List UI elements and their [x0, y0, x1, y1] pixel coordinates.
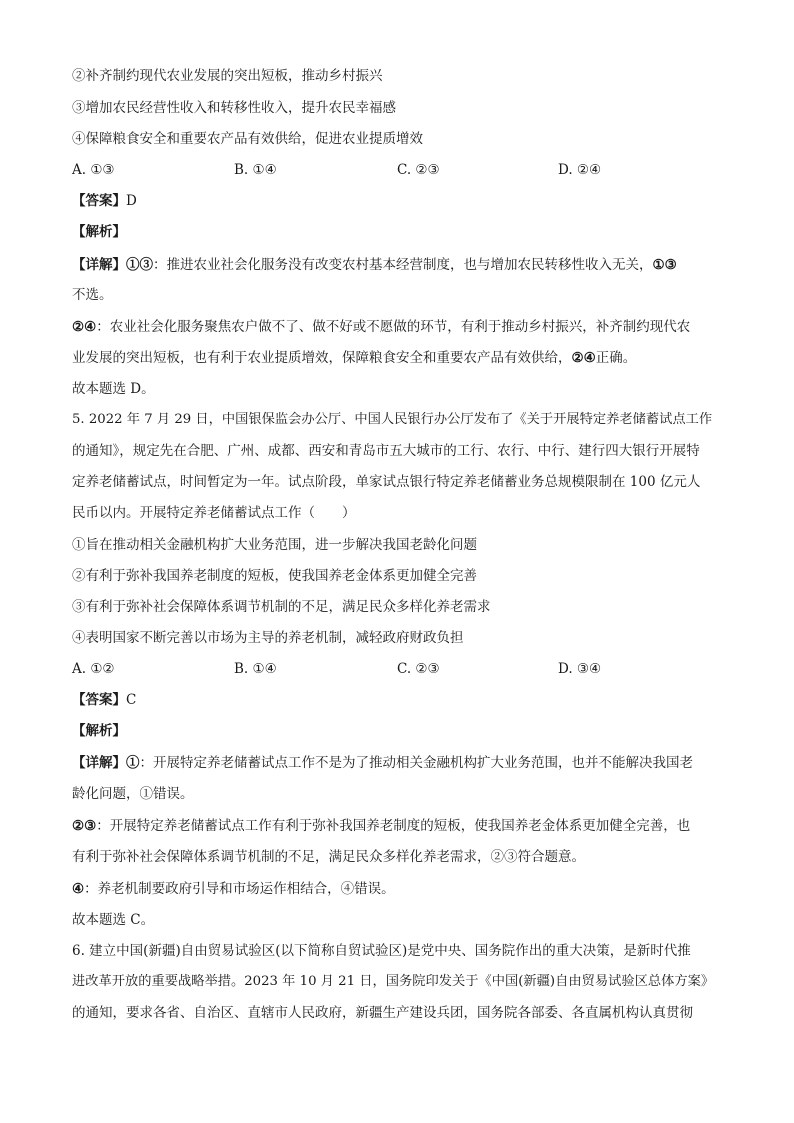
q5-option-d: D. ③④: [558, 661, 602, 677]
answer-value: D: [126, 193, 137, 209]
q6-stem-line-3: 的通知，要求各省、自治区、直辖市人民政府，新疆生产建设兵团，国务院各部委、各直属机构认真贯彻: [72, 1005, 693, 1021]
q4-detail-2-cont: [72, 348, 636, 368]
answer-tag: 【答案】: [72, 193, 126, 209]
q5-detail-2-cont: 有利于弥补社会保障体系调节机制的不足，满足民众多样化养老需求，②③符合题意。: [72, 849, 585, 865]
q4-option-c: C. ②③: [397, 162, 440, 178]
answer-tag: 【答案】: [72, 692, 126, 708]
q5-detail-1: [72, 753, 693, 773]
q4-options: [72, 160, 732, 180]
q5-stem-line-1: 5. 2022 年 7 月 29 日，中国银保监会办公厅、中国人民银行办公厅发布了《关于开展特定养老储蓄试点工作: [72, 412, 713, 427]
detail-text: ：养老机制要政府引导和市场运作相结合，④错误。: [84, 881, 395, 897]
q4-answer: [72, 191, 137, 211]
q4-option-d: D. ②④: [558, 162, 602, 178]
q5-stem-line-4: 民币以内。开展特定养老储蓄试点工作（ ）: [72, 505, 356, 521]
q5-answer: [72, 690, 136, 710]
detail-text-end: 正确。: [595, 350, 637, 366]
q5-conclusion: 故本题选 C。: [72, 912, 155, 928]
q5-statement-2: ②有利于弥补我国养老制度的短板，使我国养老金体系更加健全完善: [72, 568, 477, 584]
q4-option-b: B. ①④: [234, 162, 277, 178]
q4-detail-1: [72, 255, 677, 275]
q5-detail-1-cont: 龄化问题，①错误。: [72, 786, 194, 802]
q5-analysis-tag: [72, 721, 126, 741]
q5-statement-1: ①旨在推动相关金融机构扩大业务范围，进一步解决我国老龄化问题: [72, 537, 477, 553]
detail-text: ：开展特定养老储蓄试点工作不是为了推动相关金融机构扩大业务范围，也并不能解决我国老: [139, 755, 693, 771]
detail-text: ：推进农业社会化服务没有改变农村基本经营制度，也与增加农民转移性收入无关，: [153, 257, 653, 273]
q6-stem-line-2: 进改革开放的重要战略举措。2023 年 10 月 21 日，国务院印发关于《中国(新疆)自由贸易试验区总体方案》: [72, 974, 715, 989]
q4-statement-3: ③增加农民经营性收入和转移性收入，提升农民幸福感: [72, 100, 396, 116]
q5-option-b: B. ①④: [234, 661, 277, 677]
q5-stem-line-3: 定养老储蓄试点，时间暂定为一年。试点阶段，单家试点银行特定养老储蓄业务总规模限制在 100 亿元人: [72, 474, 701, 490]
detail-ref: ①③: [126, 257, 153, 273]
detail-text: ：开展特定养老储蓄试点工作有利于弥补我国养老制度的短板，使我国养老金体系更加健全完善，也: [96, 818, 691, 834]
q6-stem-line-1: 6. 建立中国(新疆)自由贸易试验区(以下简称自贸试验区)是党中央、国务院作出的重大决策，是新时代推: [72, 943, 691, 959]
q5-detail-2: [72, 816, 690, 836]
detail-text: ：农业社会化服务聚焦农户做不了、做不好或不愿做的环节，有利于推动乡村振兴，补齐制约现代农: [96, 319, 691, 335]
q5-options: [72, 659, 732, 679]
q5-statement-3: ③有利于弥补社会保障体系调节机制的不足，满足民众多样化养老需求: [72, 599, 491, 615]
detail-ref: ②③: [72, 818, 97, 834]
q5-detail-3: [72, 879, 395, 899]
detail-tag: 【详解】: [72, 257, 126, 273]
q4-detail-2: [72, 317, 690, 337]
q4-option-a: A. ①③: [72, 162, 115, 178]
q4-conclusion: 故本题选 D。: [72, 381, 155, 397]
q4-statement-2: ②补齐制约现代农业发展的突出短板，推动乡村振兴: [72, 68, 383, 84]
q5-option-a: A. ①②: [72, 661, 115, 677]
detail-ref-end: ①③: [652, 257, 677, 273]
detail-ref-end: ②④: [571, 350, 596, 366]
analysis-tag: 【解析】: [72, 224, 126, 240]
q5-stem-line-2: 的通知》，规定先在合肥、广州、成都、西安和青岛市五大城市的工行、农行、中行、建行四大银行开展特: [72, 443, 700, 459]
q4-statement-4: ④保障粮食安全和重要农产品有效供给，促进农业提质增效: [72, 131, 423, 147]
detail-ref: ②④: [72, 319, 97, 335]
answer-value: C: [126, 692, 137, 708]
q5-statement-4: ④表明国家不断完善以市场为主导的养老机制，减轻政府财政负担: [72, 630, 464, 646]
detail-tag: 【详解】: [72, 755, 126, 771]
detail-text: 业发展的突出短板，也有利于农业提质增效，保障粮食安全和重要农产品有效供给，: [72, 350, 572, 366]
q4-analysis-tag: [72, 222, 126, 242]
detail-ref: ④: [72, 881, 85, 897]
analysis-tag: 【解析】: [72, 723, 126, 739]
q4-detail-1-cont: 不选。: [72, 287, 113, 303]
detail-ref: ①: [126, 755, 140, 771]
q5-option-c: C. ②③: [397, 661, 440, 677]
